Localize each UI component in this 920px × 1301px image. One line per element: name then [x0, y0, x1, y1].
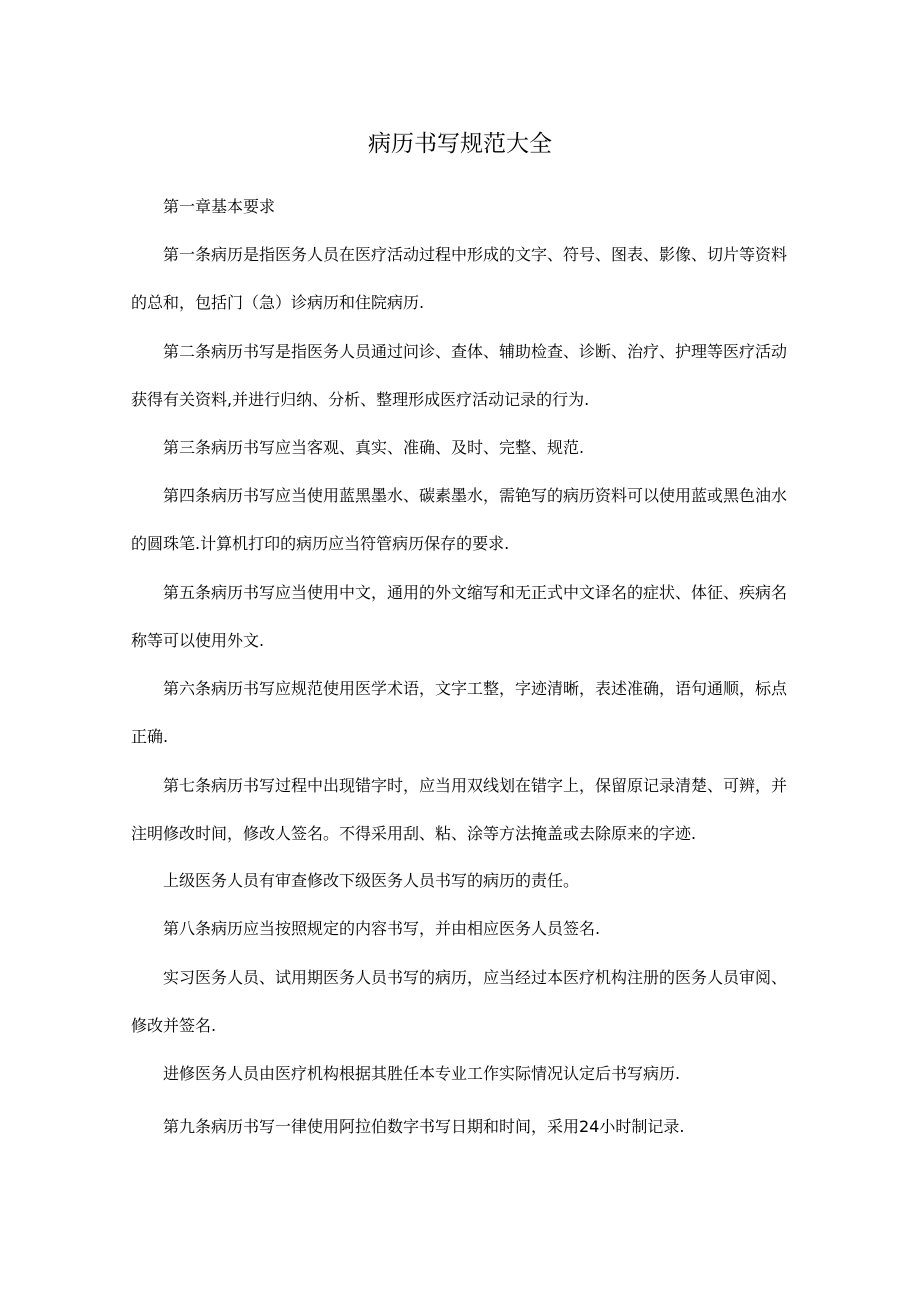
article-paragraph: 进修医务人员由医疗机构根据其胜任本专业工作实际情况认定后书写病历. — [163, 1064, 681, 1083]
chapter-heading: 第一章基本要求 — [163, 197, 276, 216]
article-paragraph: 第二条病历书写是指医务人员通过问诊、查体、辅助检查、诊断、治疗、护理等医疗活动获得有关资料,并进行归纳、分析、整理形成医疗活动记录的行为. — [131, 342, 788, 409]
article-paragraph: 实习医务人员、试用期医务人员书写的病历，应当经过本医疗机构注册的医务人员审阅、修改并签名. — [131, 968, 788, 1035]
article-paragraph: 第八条病历应当按照规定的内容书写，并由相应医务人员签名. — [163, 919, 601, 938]
document-title: 病历书写规范大全 — [368, 131, 552, 157]
article-paragraph: 第七条病历书写过程中出现错字时，应当用双线划在错字上，保留原记录清楚、可辨，并注明修改时间，修改人签名。不得采用刮、粘、涂等方法掩盖或去除原来的字迹. — [131, 776, 788, 843]
article-paragraph: 第四条病历书写应当使用蓝黑墨水、碳素墨水，需铯写的病历资料可以使用蓝或黑色油水的圆珠笔.计算机打印的病历应当符管病历保存的要求. — [131, 486, 788, 553]
article-paragraph: 第三条病历书写应当客观、真实、准确、及时、完整、规范. — [163, 438, 585, 457]
article-paragraph: 上级医务人员有审查修改下级医务人员书写的病历的责任。 — [163, 871, 580, 890]
article-paragraph: 第六条病历书写应规范使用医学术语，文字工整，字迹清晰，表述准确，语句通顺，标点正确. — [131, 679, 788, 746]
article-paragraph: 第九条病历书写一律使用阿拉伯数字书写日期和时间，采用24小时制记录. — [163, 1117, 685, 1136]
article-paragraph: 第一条病历是指医务人员在医疗活动过程中形成的文字、符号、图表、影像、切片等资料的总和，包括门（急）诊病历和住院病历. — [131, 245, 788, 312]
article-paragraph: 第五条病历书写应当使用中文，通用的外文缩写和无正式中文译名的症状、体征、疾病名称等可以使用外文. — [131, 583, 788, 650]
